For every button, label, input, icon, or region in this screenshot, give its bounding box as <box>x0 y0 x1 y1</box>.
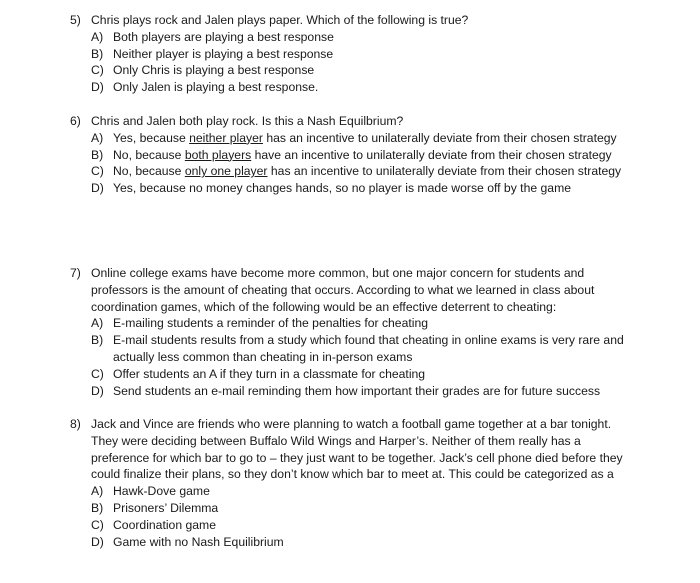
question-stem-row <box>70 416 630 483</box>
option-text: E-mail students results from a study which found that cheating in online exams is very rare and actually less common than cheating in in-person exams <box>113 333 624 364</box>
option-text: Prisoners’ Dilemma <box>113 500 219 515</box>
option-text: Coordination game <box>113 517 216 532</box>
question-stem: Chris plays rock and Jalen plays paper. Which of the following is true? <box>91 13 469 27</box>
question-6 <box>70 113 630 197</box>
answer-option <box>91 46 630 63</box>
option-text-pre: No, because <box>113 147 185 162</box>
question-number: 8) <box>70 417 81 431</box>
option-text <box>113 130 630 147</box>
option-text: Only Chris is playing a best response <box>113 63 315 78</box>
option-letter: C) <box>91 164 104 179</box>
question-7 <box>70 265 630 399</box>
option-text-pre: No, because <box>113 164 185 179</box>
answer-option <box>91 332 630 366</box>
question-stem-row <box>70 113 630 130</box>
question-stem: Jack and Vince are friends who were planning to watch a football game together at a bar tonight. They were deciding between Buffalo Wild Wings and Harper’s. Neither of them really has a preference for which bar to go to – they just want to be together. Jack’s cell phone died before they could finalize their plans, so they don’t know which bar to meet at. This could be categorized as a <box>91 417 623 482</box>
question-number: 5) <box>70 13 81 27</box>
option-letter: B) <box>91 333 104 348</box>
question-stem: Online college exams have become more common, but one major concern for students and professors is the amount of cheating that occurs. According to what we learned in class about coordination games, which of the following would be an effective deterrent to cheating: <box>91 266 595 314</box>
answer-option <box>91 500 630 517</box>
option-text-underlined: only one player <box>184 164 268 179</box>
option-text: Game with no Nash Equilibrium <box>113 534 284 549</box>
option-text: Both players are playing a best response <box>113 29 334 44</box>
option-text-underlined: neither player <box>189 130 263 145</box>
option-letter: C) <box>91 366 104 381</box>
option-text-post: has an incentive to unilaterally deviate from their chosen strategy <box>262 130 617 145</box>
answer-option <box>91 315 630 332</box>
option-letter: D) <box>91 383 104 398</box>
question-stem-row <box>70 12 630 29</box>
option-text: Offer students an A if they turn in a classmate for cheating <box>113 366 426 381</box>
option-letter: A) <box>91 29 104 44</box>
answer-option <box>91 534 630 551</box>
answer-option <box>91 79 630 96</box>
option-letter: D) <box>91 181 104 196</box>
option-letter: D) <box>91 534 104 549</box>
option-text: Send students an e-mail reminding them how important their grades are for future success <box>113 383 601 398</box>
answer-option <box>91 383 630 400</box>
answer-option <box>91 366 630 383</box>
answer-option <box>91 483 630 500</box>
question-stem: Chris and Jalen both play rock. Is this a Nash Equilbrium? <box>91 114 404 128</box>
question-5 <box>70 12 630 96</box>
answer-option <box>91 62 630 79</box>
option-text: Yes, because no money changes hands, so no player is made worse off by the game <box>113 181 571 196</box>
option-text-underlined: both players <box>184 147 252 162</box>
question-number: 7) <box>70 266 81 280</box>
option-text: Hawk-Dove game <box>113 484 210 499</box>
answer-option <box>91 180 630 197</box>
answer-option <box>91 130 630 147</box>
option-text: Neither player is playing a best response <box>113 46 334 61</box>
answer-option <box>91 147 630 164</box>
option-letter: A) <box>91 316 104 331</box>
option-text <box>113 163 630 180</box>
question-number: 6) <box>70 114 81 128</box>
answer-option <box>91 517 630 534</box>
option-text-pre: Yes, because <box>113 130 190 145</box>
option-text: Only Jalen is playing a best response. <box>113 80 319 95</box>
option-letter: C) <box>91 63 104 78</box>
answer-option <box>91 29 630 46</box>
option-letter: B) <box>91 46 104 61</box>
option-text-post: have an incentive to unilaterally deviate from their chosen strategy <box>251 147 612 162</box>
option-letter: C) <box>91 517 104 532</box>
question-8 <box>70 416 630 550</box>
option-letter: B) <box>91 500 104 515</box>
option-letter: B) <box>91 147 104 162</box>
option-letter: A) <box>91 484 104 499</box>
option-letter: A) <box>91 130 104 145</box>
option-letter: D) <box>91 80 104 95</box>
option-text-post: has an incentive to unilaterally deviate from their chosen strategy <box>267 164 622 179</box>
question-stem-row <box>70 265 630 315</box>
answer-option <box>91 163 630 180</box>
option-text: E-mailing students a reminder of the penalties for cheating <box>113 316 429 331</box>
option-text <box>113 147 630 164</box>
